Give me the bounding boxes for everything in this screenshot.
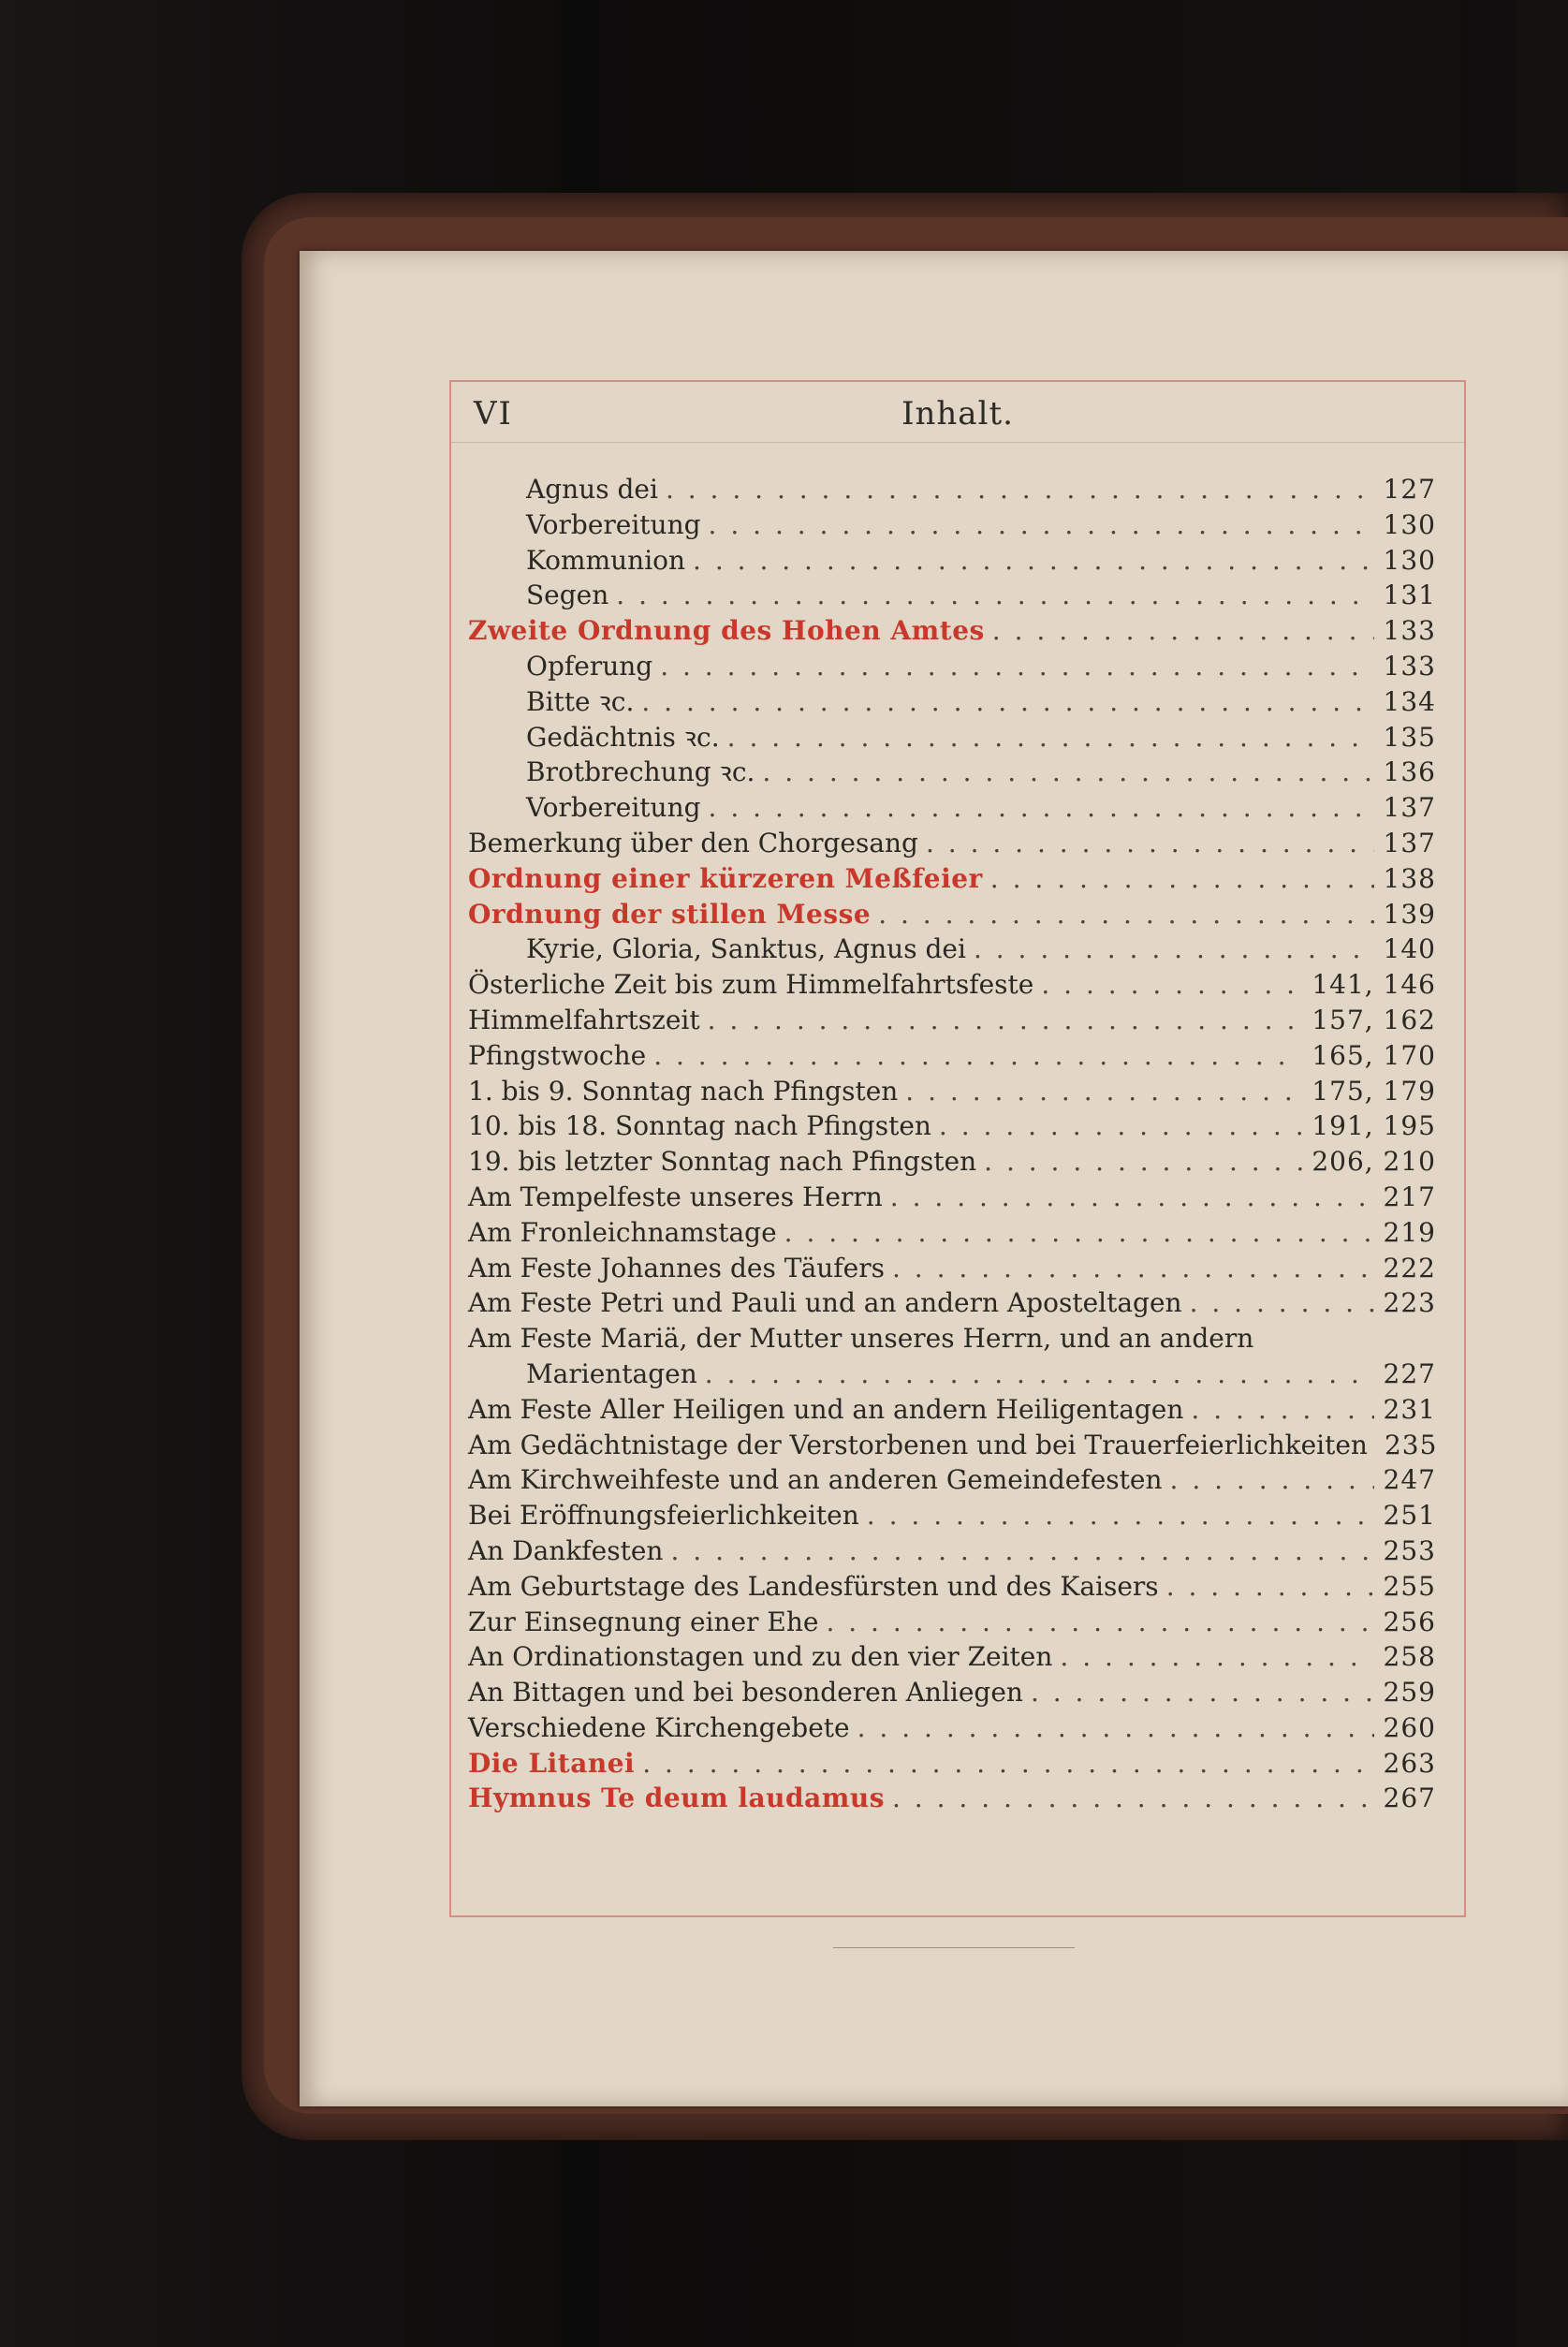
dot-leader — [890, 1180, 1374, 1215]
toc-entry-page: 136 — [1383, 756, 1436, 788]
toc-entry-label: Kommunion — [526, 544, 686, 576]
toc-entry-label: Bitte ꝛc. — [526, 685, 635, 717]
toc-entry — [468, 1144, 1436, 1180]
dot-leader — [693, 543, 1374, 579]
toc-entry — [468, 861, 1436, 897]
toc-entry-label: Hymnus Te deum laudamus — [468, 1782, 885, 1814]
toc-entry-page: 259 — [1383, 1677, 1436, 1709]
toc-entry — [468, 1251, 1436, 1286]
toc-entry-page: 141, 146 — [1312, 969, 1436, 1001]
toc-entry — [468, 755, 1436, 790]
toc-entry — [468, 613, 1436, 649]
toc-entry — [468, 1710, 1436, 1746]
toc-entry-page: 227 — [1383, 1357, 1436, 1389]
toc-entry-page: 139 — [1383, 898, 1436, 930]
toc-entry — [468, 578, 1436, 613]
dot-leader — [641, 684, 1373, 720]
toc-entry-label: Am Fronleichnamstage — [468, 1216, 777, 1248]
toc-entry-page: 157, 162 — [1312, 1004, 1436, 1035]
toc-entry-page: 165, 170 — [1312, 1039, 1436, 1071]
toc-entry — [468, 1357, 1436, 1392]
toc-entry-label: Kyrie, Gloria, Sanktus, Agnus dei — [526, 933, 966, 965]
toc-entry-page: 191, 195 — [1312, 1110, 1436, 1142]
toc-entry-page: 138 — [1383, 862, 1436, 894]
toc-entry — [468, 897, 1436, 932]
toc-entry — [468, 1074, 1436, 1109]
table-of-contents — [468, 472, 1436, 1816]
toc-entry — [468, 507, 1436, 543]
toc-entry-page: 206, 210 — [1312, 1146, 1436, 1178]
dot-leader — [1191, 1392, 1373, 1428]
book-page — [300, 251, 1568, 2106]
toc-entry-page: 255 — [1383, 1570, 1436, 1602]
toc-entry-label: Am Tempelfeste unseres Herrn — [468, 1181, 883, 1212]
dot-leader — [1166, 1569, 1374, 1605]
toc-entry-label: Am Feste Johannes des Täufers — [468, 1252, 885, 1284]
toc-entry-page: 175, 179 — [1312, 1075, 1436, 1107]
toc-entry-page: 135 — [1383, 721, 1436, 753]
dot-leader — [974, 931, 1374, 967]
toc-entry-page: 247 — [1383, 1464, 1436, 1496]
toc-entry-page: 140 — [1383, 933, 1436, 965]
dot-leader — [826, 1605, 1373, 1640]
toc-entry — [468, 1003, 1436, 1038]
dot-leader — [666, 472, 1374, 507]
toc-entry — [468, 1038, 1436, 1074]
dot-leader — [1170, 1462, 1374, 1498]
toc-entry-label: 10. bis 18. Sonntag nach Pfingsten — [468, 1110, 931, 1142]
toc-entry-page: 134 — [1383, 685, 1436, 717]
toc-entry-page: 267 — [1383, 1782, 1436, 1814]
toc-entry-label: 1. bis 9. Sonntag nach Pfingsten — [468, 1075, 899, 1107]
toc-entry — [468, 1321, 1436, 1357]
toc-entry-page: 219 — [1383, 1216, 1436, 1248]
dot-leader — [892, 1781, 1374, 1816]
dot-leader — [653, 1038, 1302, 1074]
toc-entry-label: Bemerkung über den Chorgesang — [468, 827, 918, 858]
toc-entry-label: Am Gedächtnistage der Verstorbenen und bei Trauerfeierlichkeiten — [468, 1429, 1368, 1460]
toc-entry-page: 217 — [1383, 1181, 1436, 1212]
toc-entry — [468, 1428, 1436, 1463]
toc-entry — [468, 790, 1436, 826]
dot-leader — [762, 755, 1373, 790]
dot-leader — [1190, 1285, 1374, 1321]
dot-leader — [616, 578, 1373, 613]
toc-entry-label: 19. bis letzter Sonntag nach Pfingsten — [468, 1146, 977, 1178]
toc-entry — [468, 1180, 1436, 1215]
toc-entry-label: Pfingstwoche — [468, 1039, 647, 1071]
toc-entry-label: Am Geburtstage des Landesfürsten und des Kaisers — [468, 1570, 1159, 1602]
toc-entry — [468, 1215, 1436, 1251]
toc-entry-label: Segen — [526, 579, 609, 611]
toc-entry-label: Zweite Ordnung des Hohen Amtes — [468, 615, 985, 647]
toc-entry-page: 223 — [1383, 1287, 1436, 1319]
toc-entry-label: Am Feste Mariä, der Mutter unseres Herrn, und an andern — [468, 1323, 1254, 1355]
dot-leader — [660, 649, 1373, 684]
dot-leader — [984, 1144, 1302, 1180]
dot-leader — [939, 1108, 1302, 1144]
dot-leader — [1060, 1639, 1373, 1675]
page-number: VI — [474, 395, 513, 433]
toc-entry-label: Gedächtnis ꝛc. — [526, 721, 720, 753]
toc-entry-label: Österliche Zeit bis zum Himmelfahrtsfeste — [468, 969, 1034, 1001]
toc-entry — [468, 1781, 1436, 1816]
toc-entry-label: Bei Eröffnungsfeierlichkeiten — [468, 1500, 859, 1532]
toc-entry-page: 263 — [1383, 1747, 1436, 1779]
closing-rule — [833, 1947, 1075, 1948]
toc-entry-label: Agnus dei — [526, 474, 658, 505]
dot-leader — [1031, 1675, 1374, 1710]
toc-entry-page: 253 — [1383, 1534, 1436, 1566]
toc-entry — [468, 1639, 1436, 1675]
dot-leader — [905, 1074, 1302, 1109]
dot-leader — [857, 1710, 1374, 1746]
dot-leader — [709, 790, 1374, 826]
dot-leader — [708, 1003, 1303, 1038]
toc-entry — [468, 1392, 1436, 1428]
toc-entry-page: 235 — [1384, 1429, 1438, 1460]
toc-entry-page: 137 — [1383, 792, 1436, 824]
toc-entry — [468, 826, 1436, 861]
dot-leader — [670, 1533, 1373, 1569]
toc-entry-label: Die Litanei — [468, 1747, 636, 1779]
toc-entry-label: Zur Einsegnung einer Ehe — [468, 1606, 819, 1637]
toc-entry-label: Ordnung der stillen Messe — [468, 898, 872, 930]
toc-entry — [468, 1285, 1436, 1321]
dot-leader — [892, 1251, 1374, 1286]
red-rule-frame — [449, 380, 1466, 1917]
dot-leader — [784, 1215, 1374, 1251]
toc-entry-page: 251 — [1383, 1500, 1436, 1532]
header-rule — [451, 442, 1464, 443]
toc-entry-page: 133 — [1383, 650, 1436, 682]
toc-entry-label: Opferung — [526, 650, 653, 682]
toc-entry-label: Brotbrechung ꝛc. — [526, 756, 755, 788]
toc-entry-page: 231 — [1383, 1393, 1436, 1425]
toc-entry-label: Am Feste Petri und Pauli und an andern Aposteltagen — [468, 1287, 1182, 1319]
toc-entry — [468, 543, 1436, 579]
dot-leader — [642, 1746, 1373, 1782]
dot-leader — [709, 507, 1374, 543]
toc-entry — [468, 472, 1436, 507]
toc-entry — [468, 1498, 1436, 1533]
toc-entry-label: An Dankfesten — [468, 1534, 664, 1566]
toc-entry-page: 256 — [1383, 1606, 1436, 1637]
dot-leader — [705, 1357, 1374, 1392]
dot-leader — [1041, 967, 1302, 1003]
dot-leader — [727, 720, 1374, 755]
toc-entry-page: 258 — [1383, 1641, 1436, 1673]
toc-entry-page: 133 — [1383, 615, 1436, 647]
toc-entry — [468, 720, 1436, 755]
toc-entry — [468, 931, 1436, 967]
toc-entry-page: 260 — [1383, 1711, 1436, 1743]
dot-leader — [990, 861, 1374, 897]
toc-entry-label: Ordnung einer kürzeren Meßfeier — [468, 862, 983, 894]
dot-leader — [878, 897, 1373, 932]
toc-entry — [468, 1108, 1436, 1144]
toc-entry-label: Am Feste Aller Heiligen und an andern Heiligentagen — [468, 1393, 1184, 1425]
dot-leader — [867, 1498, 1374, 1533]
toc-entry-page: 130 — [1383, 544, 1436, 576]
dot-leader — [992, 613, 1374, 649]
toc-entry — [468, 1605, 1436, 1640]
toc-entry — [468, 1569, 1436, 1605]
toc-entry-label: Himmelfahrtszeit — [468, 1004, 700, 1035]
running-head-title: Inhalt. — [901, 395, 1014, 433]
toc-entry-label: Marientagen — [526, 1357, 697, 1389]
toc-entry — [468, 1462, 1436, 1498]
toc-entry-page: 130 — [1383, 508, 1436, 540]
dot-leader — [926, 826, 1374, 861]
toc-entry-page: 222 — [1383, 1252, 1436, 1284]
toc-entry-label: Vorbereitung — [526, 792, 701, 824]
toc-entry — [468, 967, 1436, 1003]
toc-entry-label: Verschiedene Kirchengebete — [468, 1711, 850, 1743]
toc-entry-page: 137 — [1383, 827, 1436, 858]
toc-entry — [468, 1746, 1436, 1782]
toc-entry — [468, 1533, 1436, 1569]
toc-entry-label: An Bittagen und bei besonderen Anliegen — [468, 1677, 1023, 1709]
toc-entry-page: 131 — [1383, 579, 1436, 611]
toc-entry — [468, 1675, 1436, 1710]
toc-entry-label: An Ordinationstagen und zu den vier Zeiten — [468, 1641, 1053, 1673]
toc-entry-page: 127 — [1383, 474, 1436, 505]
toc-entry-label: Am Kirchweihfeste und an anderen Gemeindefesten — [468, 1464, 1163, 1496]
toc-entry-label: Vorbereitung — [526, 508, 701, 540]
toc-entry — [468, 684, 1436, 720]
toc-entry — [468, 649, 1436, 684]
